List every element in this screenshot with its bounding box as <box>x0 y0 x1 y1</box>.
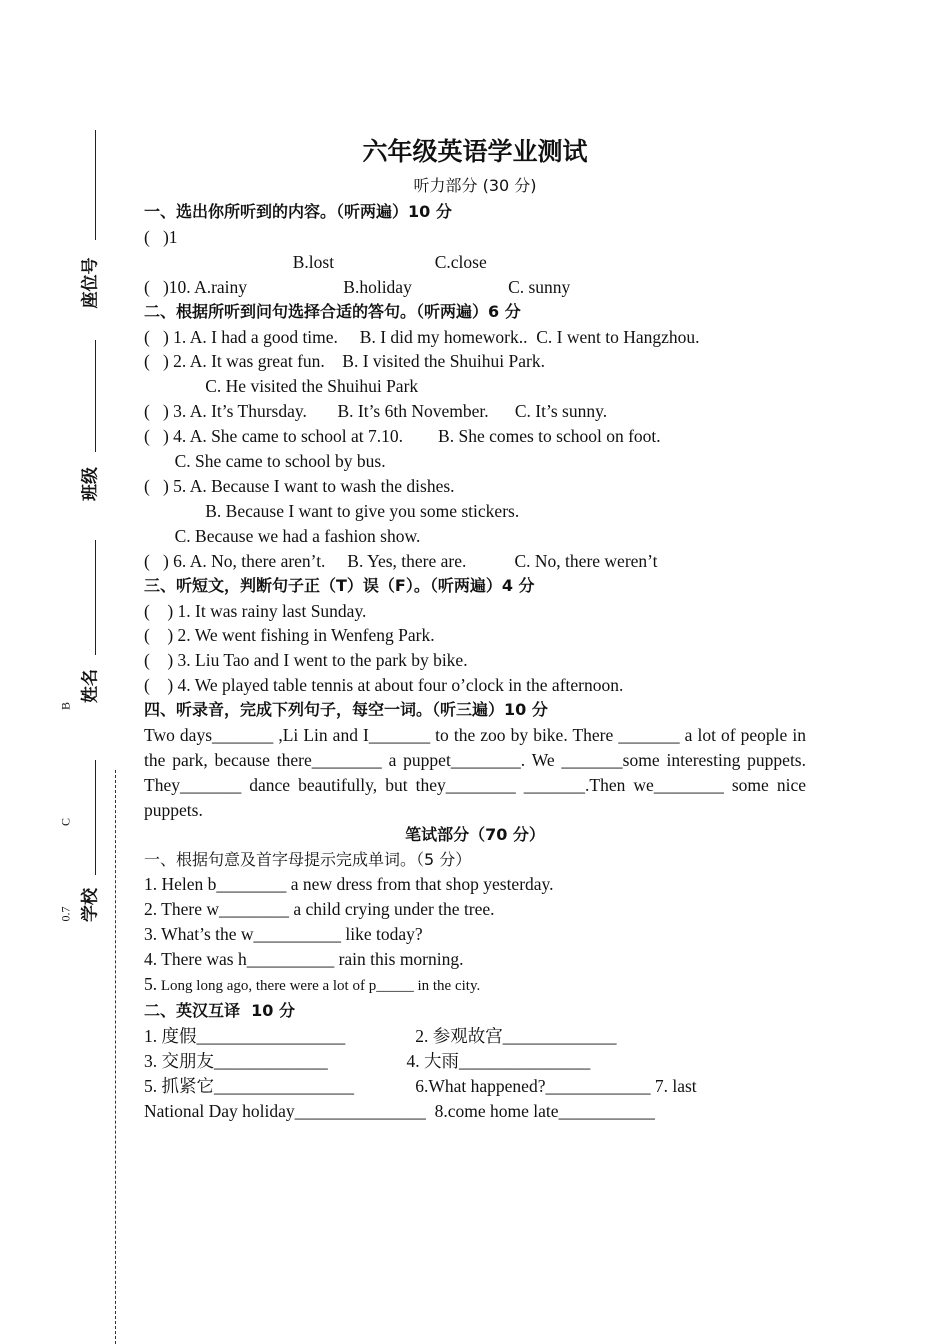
list-item: B.lost C.close <box>144 251 487 272</box>
binding-margin <box>0 0 130 1344</box>
item-text: Long long ago, there were a lot of p_____ in the city. <box>157 978 481 995</box>
school-line <box>95 760 96 875</box>
list-item: 4. There was h__________ rain this morning. <box>144 949 464 970</box>
list-item <box>144 972 806 999</box>
list-item: C. He visited the Shuihui Park <box>144 376 419 397</box>
list-item: ( ) 2. We went fishing in Wenfeng Park. <box>144 625 435 646</box>
exam-content <box>144 132 806 1124</box>
mark-b: B <box>58 701 73 711</box>
item-number: 5. <box>144 974 158 995</box>
name-label: 姓名 <box>80 669 101 703</box>
list-item: 5. 抓紧它________________ 6.What happened?____________ 7. last <box>144 1075 697 1096</box>
written-section-1-heading: 一、根据句意及首字母提示完成单词。（5 分） <box>144 849 472 869</box>
school-label: 学校 <box>80 888 101 922</box>
mark-07: 0.7 <box>58 906 73 922</box>
list-item: ( ) 6. A. No, there aren’t. B. Yes, there are. C. No, there weren’t <box>144 550 658 571</box>
seat-label: 座位号 <box>80 257 101 309</box>
listening-section-1-heading: 一、选出你所听到的内容。（听两遍）10 分 <box>144 202 452 221</box>
list-item: C. She came to school by bus. <box>144 451 386 472</box>
list-item: B. Because I want to give you some stickers. <box>144 500 520 521</box>
class-label: 班级 <box>80 467 101 501</box>
list-item: ( ) 4. We played table tennis at about four o’clock in the afternoon. <box>144 675 624 696</box>
list-item: ( )10. A.rainy B.holiday C. sunny <box>144 276 571 297</box>
list-item: ( ) 2. A. It was great fun. B. I visited the Shuihui Park. <box>144 351 545 372</box>
list-item: 1. Helen b________ a new dress from that shop yesterday. <box>144 874 554 895</box>
list-item: National Day holiday_______________ 8.come home late___________ <box>144 1100 655 1121</box>
cut-line <box>115 770 116 1344</box>
listening-section-2-heading: 二、根据所听到问句选择合适的答句。（听两遍）6 分 <box>144 301 521 321</box>
list-item: C. Because we had a fashion show. <box>144 525 421 546</box>
list-item: ( ) 3. A. It’s Thursday. B. It’s 6th November. C. It’s sunny. <box>144 401 608 422</box>
list-item: ( ) 5. A. Because I want to wash the dishes. <box>144 475 455 496</box>
listening-section-3-heading: 三、听短文，判断句子正（T）误（F）。（听两遍）4 分 <box>144 575 535 595</box>
written-section-2-heading: 二、英汉互译 10 分 <box>144 1001 295 1020</box>
page-title: 六年级英语学业测试 <box>362 137 588 166</box>
list-item: ( ) 1. A. I had a good time. B. I did my homework.. C. I went to Hangzhou. <box>144 326 700 347</box>
cloze-paragraph: Two days_______ ,Li Lin and I_______ to the zoo by bike. There _______ a lot of people in the park, because there________ a puppet________. We _______some interesting puppets. They_______ dance beautifully, but they________ _______.Then we________ some nice puppets. <box>144 725 806 820</box>
list-item: ( ) 3. Liu Tao and I went to the park by bike. <box>144 650 468 671</box>
list-item: 2. There w________ a child crying under the tree. <box>144 899 495 920</box>
list-item: ( ) 4. A. She came to school at 7.10. B. She comes to school on foot. <box>144 426 661 447</box>
list-item: 1. 度假_________________ 2. 参观故宫_____________ <box>144 1025 617 1046</box>
mark-c: C <box>58 817 73 827</box>
list-item: 3. What’s the w__________ like today? <box>144 924 423 945</box>
list-item: 3. 交朋友_____________ 4. 大雨_______________ <box>144 1050 591 1071</box>
written-heading: 笔试部分（70 分） <box>405 824 545 844</box>
listening-section-4-heading: 四、听录音，完成下列句子，每空一词。（听三遍）10 分 <box>144 700 548 720</box>
list-item: ( )1 <box>144 226 178 247</box>
seat-line <box>95 130 96 240</box>
list-item: ( ) 1. It was rainy last Sunday. <box>144 600 367 621</box>
listening-heading: 听力部分 (30 分) <box>413 176 537 195</box>
class-line <box>95 340 96 452</box>
name-line <box>95 540 96 655</box>
